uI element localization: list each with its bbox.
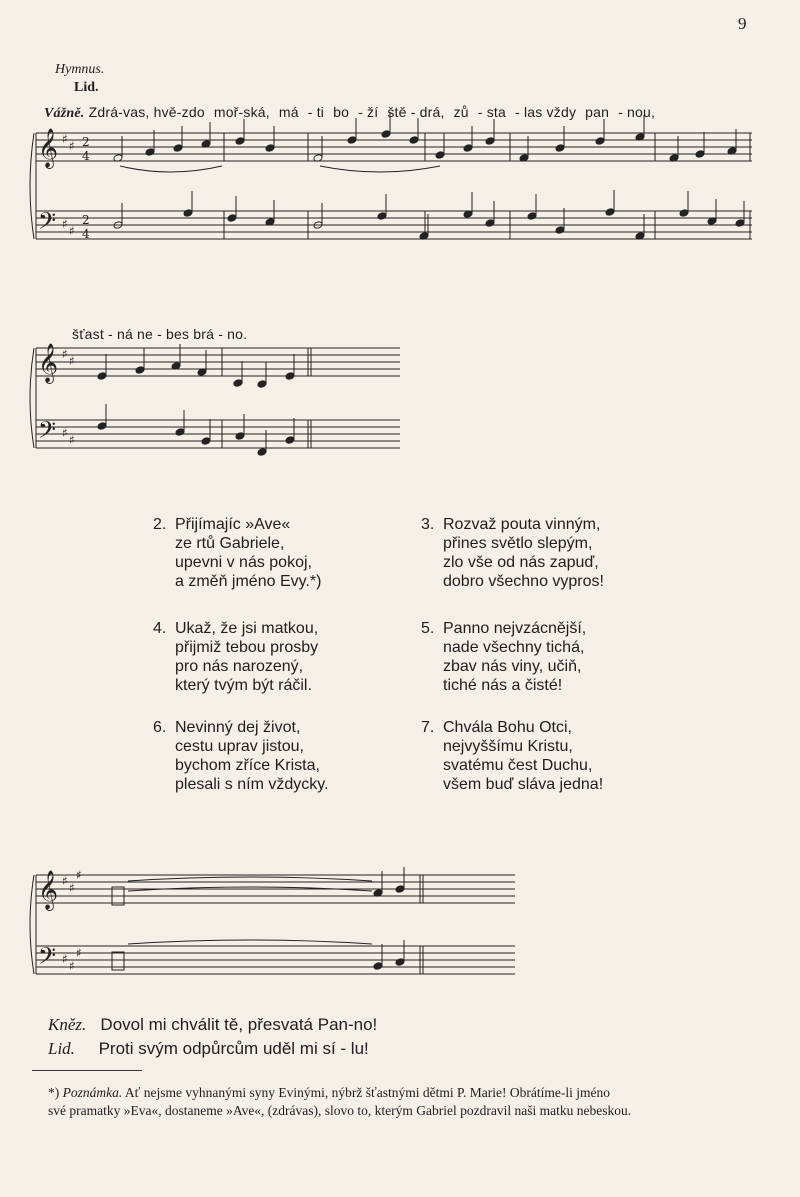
footnote xyxy=(48,1084,768,1120)
verse-line: přijmiž tebou prosby xyxy=(175,639,319,656)
lyric-syllable: zů xyxy=(453,104,469,120)
verse-line: upevni v nás pokoj, xyxy=(175,554,312,571)
lyric-syllable: - nou, xyxy=(618,104,656,120)
priest-label: Kněz. xyxy=(48,1015,87,1034)
slur xyxy=(320,166,440,172)
verse-line: ze rtů Gabriele, xyxy=(175,535,285,552)
key-sharp: ♯ xyxy=(62,132,68,146)
time-sig: 2 xyxy=(82,135,90,149)
verse-line: Chvála Bohu Otci, xyxy=(443,719,572,736)
time-sig: 2 xyxy=(82,213,90,227)
lyric-syllable: pan xyxy=(585,104,610,120)
note-head xyxy=(285,372,295,381)
page-number: 9 xyxy=(738,14,747,33)
note-head xyxy=(285,436,295,445)
note-head xyxy=(257,380,267,389)
note-head xyxy=(183,209,193,218)
hymn-part-label: Lid. xyxy=(74,80,99,95)
key-sharp: ♯ xyxy=(62,952,68,966)
verse-number: 3. xyxy=(421,516,435,533)
note-head xyxy=(695,150,705,159)
tie xyxy=(128,877,372,881)
verse-line: dobro všechno vypros! xyxy=(443,573,604,590)
key-sharp: ♯ xyxy=(62,874,68,888)
key-sharp: ♯ xyxy=(69,881,75,895)
verse-line: zlo vše od nás zapuď, xyxy=(443,554,599,571)
note-head xyxy=(235,432,245,441)
note-head xyxy=(527,212,537,221)
treble-clef: 𝄞 xyxy=(38,128,59,168)
verse-6 xyxy=(153,718,329,794)
note-head xyxy=(257,448,267,457)
lyric-syllable: bo xyxy=(333,104,350,120)
verse-line: svatému čest Duchu, xyxy=(443,757,593,774)
lyric-syllable: moř-ská, xyxy=(213,104,270,120)
verse-line: bychom zříce Krista, xyxy=(175,757,320,774)
verse-number: 4. xyxy=(153,620,167,637)
note-head xyxy=(173,144,183,153)
note-head xyxy=(485,137,495,146)
treble-clef: 𝄞 xyxy=(38,343,59,383)
system-3 xyxy=(30,867,515,975)
note-head xyxy=(227,214,237,223)
key-sharp: ♯ xyxy=(69,224,75,238)
verse-line: tiché nás a čisté! xyxy=(443,677,563,694)
priest-text: Dovol mi chválit tě, přesvatá Pan-no! xyxy=(100,1015,378,1034)
bass-clef: 𝄢 xyxy=(38,942,57,975)
verse-line: zbav nás viny, učiň, xyxy=(443,658,582,675)
verse-line: který tvým být ráčil. xyxy=(175,677,312,694)
system2-lyrics: šťast - ná ne - bes brá - no. xyxy=(72,326,248,342)
verse-line: a změň jméno Evy.*) xyxy=(175,573,322,590)
tempo-marking: Vážně. xyxy=(44,106,85,121)
note-head xyxy=(235,137,245,146)
key-sharp: ♯ xyxy=(76,946,82,960)
versicle-people xyxy=(48,1039,369,1059)
system-brace xyxy=(30,348,34,448)
people-label: Lid. xyxy=(48,1039,75,1058)
note-head xyxy=(145,148,155,157)
verse-line: Rozvaž pouta vinným, xyxy=(443,516,601,533)
verse-number: 7. xyxy=(421,719,435,736)
verse-line: pro nás narozený, xyxy=(175,658,304,675)
key-sharp: ♯ xyxy=(69,959,75,973)
key-sharp: ♯ xyxy=(69,354,75,368)
verse-3 xyxy=(421,515,604,591)
note-head xyxy=(233,379,243,388)
verse-number: 6. xyxy=(153,719,167,736)
note-head xyxy=(485,219,495,228)
note-head xyxy=(605,208,615,217)
note-head xyxy=(97,422,107,431)
note-head xyxy=(201,437,211,446)
people-text: Proti svým odpůrcům uděl mi sí - lu! xyxy=(98,1039,369,1058)
key-sharp: ♯ xyxy=(76,868,82,882)
verse-number: 5. xyxy=(421,620,435,637)
key-sharp: ♯ xyxy=(69,433,75,447)
note-head xyxy=(735,219,745,228)
note-head xyxy=(175,428,185,437)
note-head xyxy=(595,137,605,146)
note-head xyxy=(377,212,387,221)
time-sig: 4 xyxy=(82,227,90,241)
lyric-syllable: - sta xyxy=(477,104,507,120)
note-head xyxy=(381,130,391,139)
system-brace xyxy=(30,875,34,974)
system-brace xyxy=(30,133,34,239)
note-head xyxy=(555,144,565,153)
verse-line: přines světlo slepým, xyxy=(443,535,593,552)
verse-line: Panno nejvzácnější, xyxy=(443,620,587,637)
verse-line: plesali s ním vždycky. xyxy=(175,776,329,793)
verse-line: Přijímajíc »Ave« xyxy=(175,516,291,533)
verse-2 xyxy=(153,515,322,591)
slur xyxy=(120,166,222,172)
note-head xyxy=(409,136,419,145)
footnote-divider xyxy=(32,1070,142,1071)
verse-5 xyxy=(421,619,587,695)
note-head xyxy=(395,958,405,967)
tie xyxy=(128,940,372,944)
system-1 xyxy=(30,112,752,241)
bass-clef: 𝄢 xyxy=(38,416,57,449)
time-sig: 4 xyxy=(82,149,90,163)
lyric-syllable: - ží xyxy=(358,104,379,120)
versicle-priest xyxy=(48,1015,377,1035)
lyric-syllable: - las vždy xyxy=(515,104,577,120)
note-head xyxy=(373,962,383,971)
verse-7 xyxy=(421,718,604,794)
note-head xyxy=(435,151,445,160)
note-head xyxy=(463,144,473,153)
note-head xyxy=(555,226,565,235)
key-sharp: ♯ xyxy=(62,347,68,361)
lyric-syllable: - ti xyxy=(307,104,325,120)
system-2 xyxy=(30,343,400,456)
note-head xyxy=(395,885,405,894)
verse-line: cestu uprav jistou, xyxy=(175,738,304,755)
verse-line: Ukaž, že jsi matkou, xyxy=(175,620,319,637)
verse-line: nade všechny tichá, xyxy=(443,639,585,656)
verse-number: 2. xyxy=(153,516,167,533)
lyric-syllable: má xyxy=(278,104,299,120)
verse-line: všem buď sláva jedna! xyxy=(443,776,604,793)
key-sharp: ♯ xyxy=(62,426,68,440)
note-head xyxy=(97,372,107,381)
hymn-title: Hymnus. xyxy=(55,62,105,77)
footnote-line-2: své pramatky »Eva«, dostaneme »Ave«, (zdrávas), slovo to, kterým Gabriel pozdravil naši matku nebeskou. xyxy=(48,1103,632,1118)
key-sharp: ♯ xyxy=(62,217,68,231)
note-head xyxy=(135,366,145,375)
footnote-marker: *) xyxy=(48,1085,60,1100)
note-head xyxy=(679,209,689,218)
note-head xyxy=(347,136,357,145)
key-sharp: ♯ xyxy=(69,139,75,153)
verse-line: Nevinný dej život, xyxy=(175,719,301,736)
note-head xyxy=(265,144,275,153)
footnote-label: Poznámka. xyxy=(62,1085,123,1100)
bass-clef: 𝄢 xyxy=(38,207,57,240)
footnote-line-1: Ať nejsme vyhnanými syny Evinými, nýbrž šťastnými dětmi P. Marie! Obrátíme-li jméno xyxy=(124,1085,610,1100)
lyric-syllable: Zdrá-vas, hvě-zdo xyxy=(88,104,205,120)
lyric-syllable: ště - drá, xyxy=(387,104,445,120)
verse-line: nejvyššímu Kristu, xyxy=(443,738,573,755)
treble-clef: 𝄞 xyxy=(38,870,59,910)
verse-4 xyxy=(153,619,319,695)
